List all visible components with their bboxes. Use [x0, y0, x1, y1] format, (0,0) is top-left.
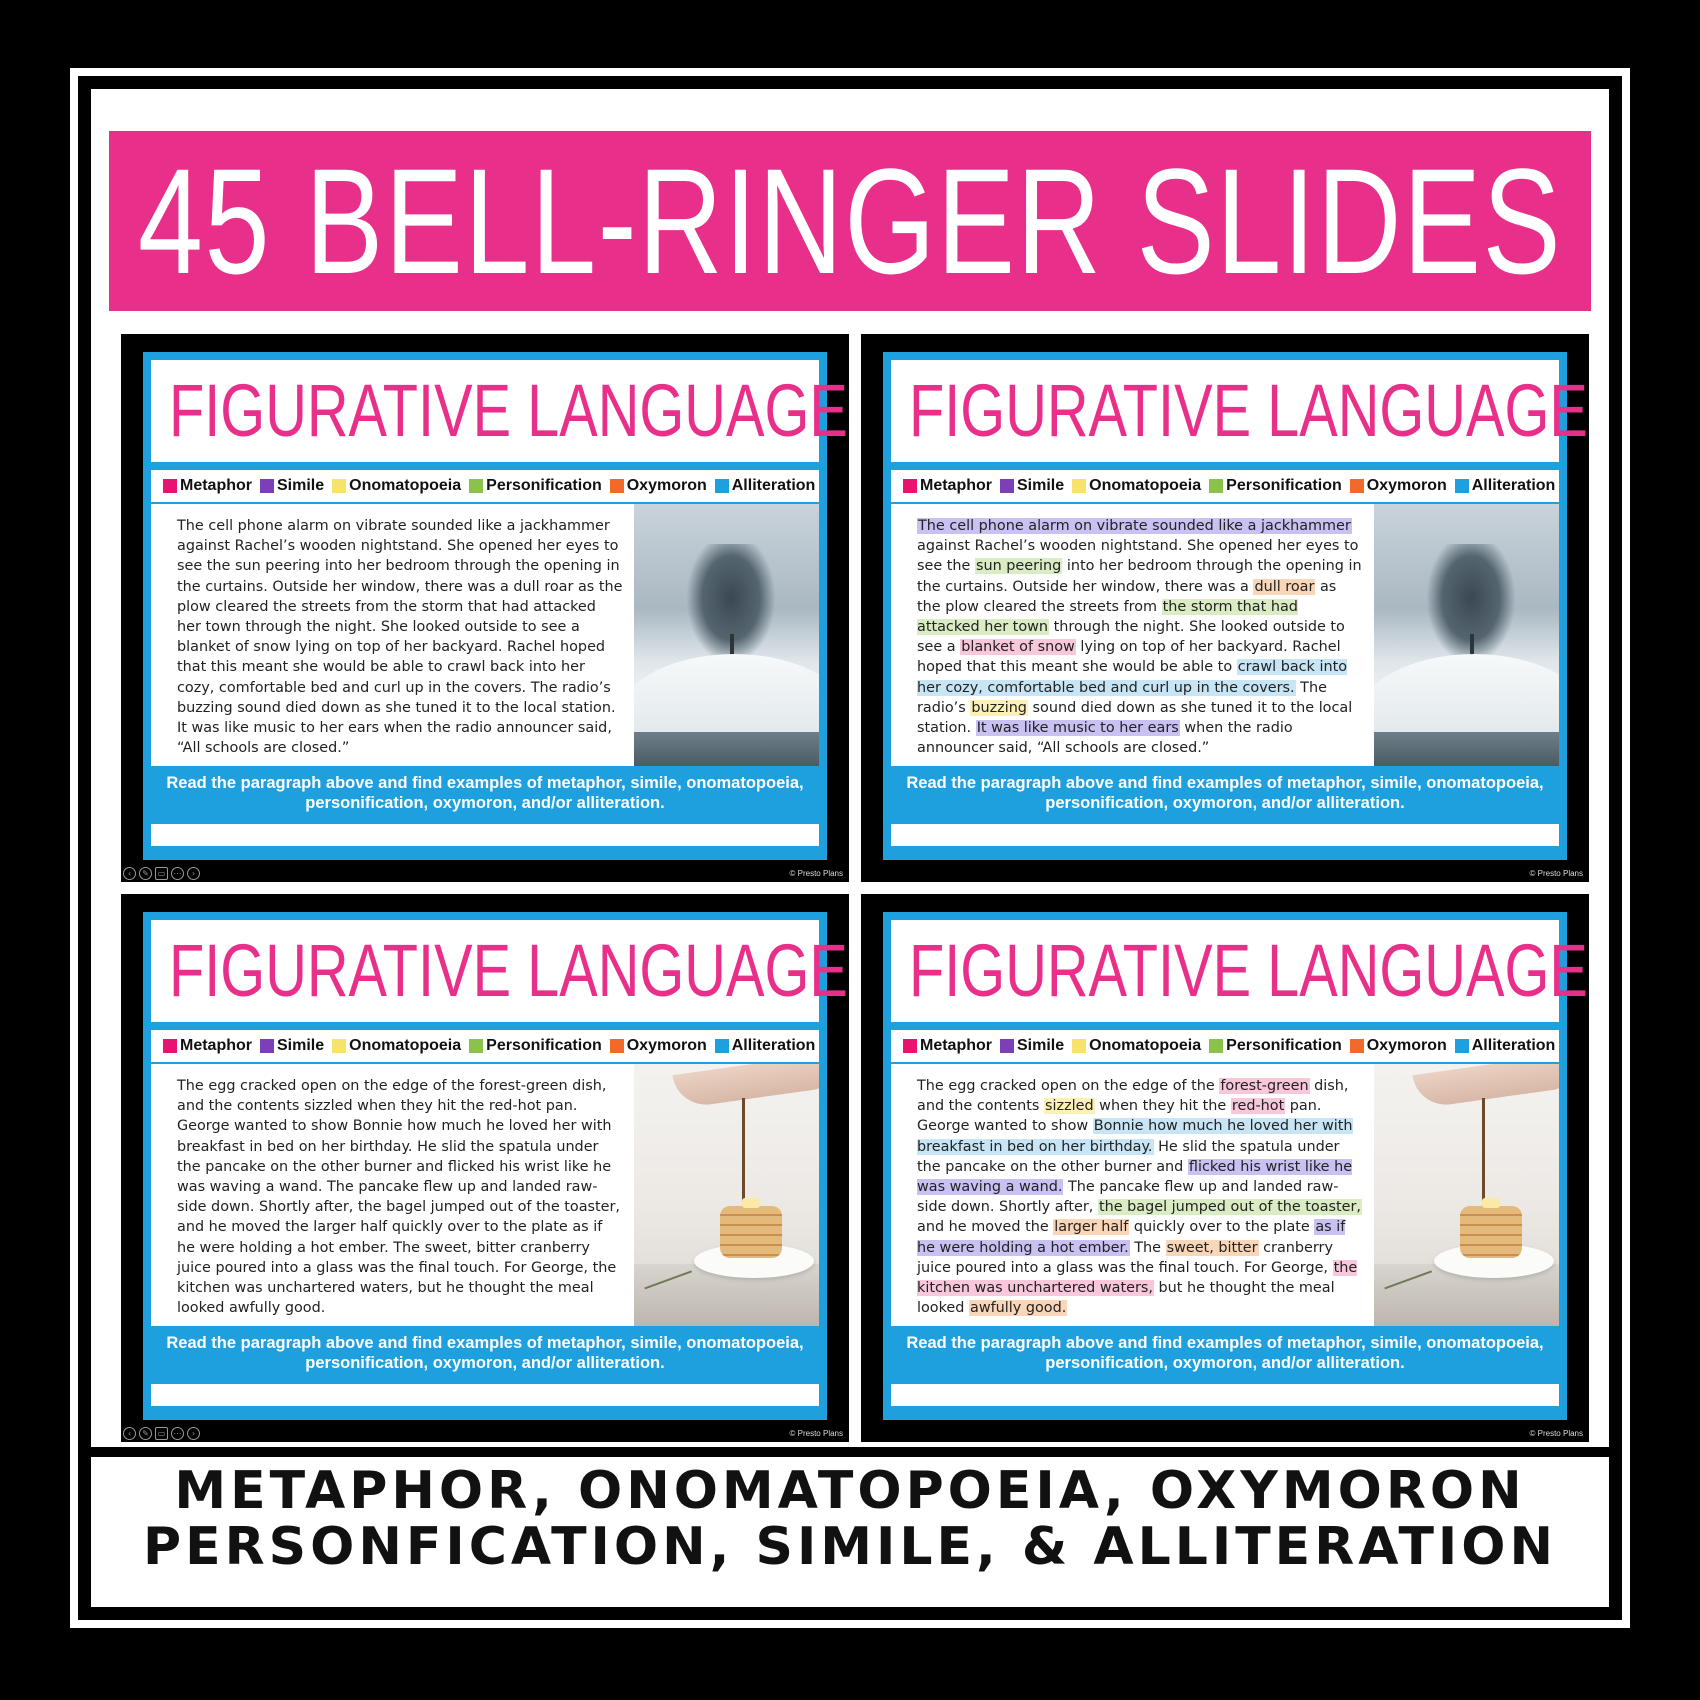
highlighted-phrase: The cell phone alarm on vibrate sounded like a jackhammer: [918, 518, 1351, 534]
slide-controls: [123, 1427, 200, 1440]
legend-swatch: [260, 479, 274, 493]
legend-label: Simile: [277, 477, 325, 494]
legend-item-alliteration: [1455, 1037, 1556, 1055]
legend-item-oxymoron: [1350, 1037, 1447, 1055]
slide-footer-bar: [891, 824, 1559, 846]
legend: [891, 1030, 1559, 1062]
instruction-text: Read the paragraph above and find examples of metaphor, simile, onomatopoeia, personification, oxymoron, and/or alliteration.: [906, 1334, 1544, 1372]
legend-swatch: [1072, 479, 1086, 493]
passage-segment: into her bedroom through the opening in the curtains. Outside her window, there was a: [917, 558, 1362, 595]
legend-item-metaphor: [163, 1037, 252, 1055]
legend: [891, 470, 1559, 502]
highlighted-phrase: crawl back into her cozy, comfortable bed and curl up in the covers.: [917, 659, 1348, 696]
slide-4[interactable]: [861, 894, 1589, 1442]
highlighted-phrase: flicked his wrist like he was waving a wand.: [917, 1158, 1353, 1196]
passage-text: The egg cracked open on the edge of the forest-green dish, and the contents sizzled when they hit the red-hot pan. George wanted to show Bonnie how much he loved her with breakfast in bed on her birthday. He slid the spatula under the pancake on the other burner and flicked his wrist like he was waving a wand. The pancake flew up and landed raw-side down. Shortly after, the bagel jumped out of the toaster, and he moved the larger half quickly over to the plate as if he were holding a hot ember. The sweet, bitter cranberry juice poured into a glass was the final touch. For George, the kitchen was unchartered waters, but he thought the meal looked awfully good.: [177, 1078, 621, 1317]
legend-item-simile: [1000, 1037, 1064, 1055]
slide-title: FIGURATIVE LANGUAGE: [169, 369, 848, 452]
highlighted-phrase: buzzing: [971, 699, 1027, 716]
legend-swatch: [610, 479, 624, 493]
legend-item-simile: [260, 1037, 324, 1055]
legend-swatch: [1350, 479, 1364, 493]
legend-swatch: [903, 479, 917, 493]
legend-item-onomatopoeia: [332, 477, 461, 495]
legend-swatch: [163, 479, 177, 493]
captions-icon[interactable]: ▭: [155, 1427, 168, 1440]
passage-segment: lying on top of her backyard. Rachel hoped that this meant she would be able to: [917, 639, 1341, 676]
highlighted-phrase: It was like music to her ears: [976, 720, 1179, 737]
legend-item-alliteration: [1455, 477, 1556, 495]
legend-label: Oxymoron: [1366, 1037, 1447, 1054]
pen-icon[interactable]: ✎: [139, 1427, 152, 1440]
highlighted-phrase: forest-green: [1220, 1078, 1309, 1094]
legend-label: Onomatopoeia: [1089, 1037, 1202, 1054]
instruction-text: Read the paragraph above and find examples of metaphor, simile, onomatopoeia, personification, oxymoron, and/or alliteration.: [166, 774, 804, 812]
legend: [151, 470, 819, 502]
card: [91, 89, 1609, 1607]
passage-segment: sound died down as she tuned it to the local station.: [917, 699, 1353, 737]
instruction-text: Read the paragraph above and find examples of metaphor, simile, onomatopoeia, personification, oxymoron, and/or alliteration.: [906, 774, 1544, 812]
legend-item-personification: [469, 1037, 602, 1055]
legend-label: Personification: [1226, 477, 1342, 494]
legend-item-metaphor: [163, 477, 252, 495]
highlighted-phrase: as if he were holding a hot ember.: [917, 1219, 1346, 1256]
legend-swatch: [1000, 479, 1014, 493]
legend-label: Oxymoron: [1366, 477, 1447, 494]
legend-item-oxymoron: [610, 477, 707, 495]
highlighted-phrase: the kitchen was unchartered waters,: [917, 1259, 1358, 1297]
title-banner: [109, 131, 1591, 311]
legend-item-metaphor: [903, 1037, 992, 1055]
legend-label: Alliteration: [1471, 477, 1556, 494]
passage-segment: when they hit the: [1094, 1098, 1231, 1115]
legend-item-personification: [469, 477, 602, 495]
legend-swatch: [610, 1039, 624, 1053]
legend-label: Personification: [1226, 1037, 1342, 1054]
divider: [91, 1447, 1609, 1457]
legend-swatch: [715, 479, 729, 493]
copyright: © Presto Plans: [789, 1429, 843, 1438]
copyright: © Presto Plans: [789, 869, 843, 878]
captions-icon[interactable]: ▭: [155, 867, 168, 880]
passage-segment: He slid the spatula under the pancake on the other burner and: [917, 1138, 1340, 1175]
slide-title: FIGURATIVE LANGUAGE: [909, 929, 1588, 1012]
passage-segment: through the night. She looked outside to see a: [917, 619, 1345, 656]
legend-swatch: [1350, 1039, 1364, 1053]
slide-footer-bar: [891, 1384, 1559, 1406]
snowy-tree-photo: [634, 504, 819, 766]
legend-label: Simile: [277, 1037, 325, 1054]
highlighted-phrase: Bonnie how much he loved her with breakfast in bed on her birthday.: [917, 1118, 1353, 1155]
forward-icon[interactable]: ›: [187, 1427, 200, 1440]
highlighted-phrase: awfully good.: [970, 1300, 1067, 1317]
legend-item-oxymoron: [610, 1037, 707, 1055]
legend-label: Metaphor: [180, 477, 252, 494]
footer-caption: [109, 1463, 1591, 1575]
passage-segment: cranberry juice poured into a glass was the final touch. For George,: [917, 1239, 1333, 1276]
legend-item-onomatopoeia: [332, 1037, 461, 1055]
slide-controls: [123, 867, 200, 880]
slide-3[interactable]: [121, 894, 849, 1442]
footer-line-2: PERSONFICATION, SIMILE, & ALLITERATION: [143, 1517, 1557, 1577]
passage-segment: The: [1129, 1239, 1166, 1256]
highlighted-phrase: blanket of snow: [961, 639, 1075, 656]
passage-segment: The radio’s: [917, 679, 1327, 716]
more-icon[interactable]: ⋯: [171, 1427, 184, 1440]
passage-text-highlighted: [891, 1064, 1374, 1326]
legend-item-personification: [1209, 477, 1342, 495]
pancake-photo: [634, 1064, 819, 1326]
passage-segment: and he moved the: [917, 1219, 1054, 1236]
instruction-text: Read the paragraph above and find examples of metaphor, simile, onomatopoeia, personification, oxymoron, and/or alliteration.: [166, 1334, 804, 1372]
highlighted-phrase: sun peering: [975, 558, 1062, 575]
footer-line-1: METAPHOR, ONOMATOPOEIA, OXYMORON: [174, 1461, 1526, 1521]
legend-label: Metaphor: [180, 1037, 252, 1054]
highlighted-phrase: sweet, bitter: [1166, 1239, 1258, 1256]
forward-icon[interactable]: ›: [187, 867, 200, 880]
slide-footer-bar: [151, 1384, 819, 1406]
legend-item-onomatopoeia: [1072, 477, 1201, 495]
back-icon[interactable]: ‹: [123, 1427, 136, 1440]
highlighted-phrase: sizzled: [1045, 1098, 1094, 1115]
legend-swatch: [332, 1039, 346, 1053]
legend-label: Onomatopoeia: [1089, 477, 1202, 494]
passage-segment: dish, and the contents: [917, 1078, 1349, 1115]
passage-segment: but he thought the meal looked: [917, 1280, 1335, 1317]
passage-segment: pan. George wanted to show: [917, 1098, 1322, 1135]
legend-item-personification: [1209, 1037, 1342, 1055]
highlighted-phrase: red-hot: [1231, 1098, 1285, 1115]
legend-swatch: [1209, 1039, 1223, 1053]
pen-icon[interactable]: ✎: [139, 867, 152, 880]
inner-frame: [78, 76, 1622, 1620]
legend-swatch: [715, 1039, 729, 1053]
passage-text: The cell phone alarm on vibrate sounded like a jackhammer against Rachel’s wooden nightstand. She opened her eyes to see the sun peering into her bedroom through the opening in the curtains. Outside her window, there was a dull roar as the plow cleared the streets from the storm that had attacked her town through the night. She looked outside to see a blanket of snow lying on top of her backyard. Rachel hoped that this meant she would be able to crawl back into her cozy, comfortable bed and curl up in the covers. The radio’s buzzing sound died down as she tuned it to the local station. It was like music to her ears when the radio announcer said, “All schools are closed.”: [177, 518, 623, 757]
legend-swatch: [469, 479, 483, 493]
legend-swatch: [1209, 479, 1223, 493]
legend-item-metaphor: [903, 477, 992, 495]
slide-title: FIGURATIVE LANGUAGE: [909, 369, 1588, 452]
passage-segment: The egg cracked open on the edge of the: [917, 1078, 1220, 1094]
legend-label: Personification: [486, 1037, 602, 1054]
legend-swatch: [1072, 1039, 1086, 1053]
legend-label: Onomatopoeia: [349, 1037, 462, 1054]
legend: [151, 1030, 819, 1062]
legend-swatch: [332, 479, 346, 493]
legend-label: Simile: [1017, 477, 1065, 494]
passage-segment: The pancake flew up and landed raw-side down. Shortly after,: [917, 1179, 1339, 1216]
legend-swatch: [1000, 1039, 1014, 1053]
legend-swatch: [1455, 479, 1469, 493]
pancake-photo: [1374, 1064, 1559, 1326]
legend-label: Metaphor: [920, 1037, 992, 1054]
legend-item-alliteration: [715, 1037, 816, 1055]
legend-label: Personification: [486, 477, 602, 494]
slide-title: FIGURATIVE LANGUAGE: [169, 929, 848, 1012]
legend-item-alliteration: [715, 477, 816, 495]
legend-label: Onomatopoeia: [349, 477, 462, 494]
legend-label: Oxymoron: [626, 477, 707, 494]
legend-swatch: [469, 1039, 483, 1053]
passage-segment: against Rachel’s wooden nightstand. She opened her eyes to see the: [917, 538, 1359, 575]
legend-label: Alliteration: [731, 1037, 816, 1054]
legend-label: Metaphor: [920, 477, 992, 494]
outer-frame: [70, 68, 1630, 1628]
slide-1[interactable]: [121, 334, 849, 882]
legend-label: Alliteration: [1471, 1037, 1556, 1054]
legend-label: Alliteration: [731, 477, 816, 494]
passage-text-highlighted: [891, 504, 1374, 766]
passage-segment: quickly over to the plate: [1129, 1219, 1315, 1236]
highlighted-phrase: larger half: [1054, 1219, 1129, 1236]
highlighted-phrase: the storm that had attacked her town: [917, 598, 1298, 636]
snowy-tree-photo: [1374, 504, 1559, 766]
legend-item-oxymoron: [1350, 477, 1447, 495]
legend-item-simile: [1000, 477, 1064, 495]
copyright: © Presto Plans: [1529, 1429, 1583, 1438]
legend-item-onomatopoeia: [1072, 1037, 1201, 1055]
passage-segment: as the plow cleared the streets from: [917, 578, 1337, 615]
back-icon[interactable]: ‹: [123, 867, 136, 880]
highlighted-phrase: the bagel jumped out of the toaster,: [1098, 1199, 1362, 1216]
legend-label: Oxymoron: [626, 1037, 707, 1054]
legend-swatch: [903, 1039, 917, 1053]
legend-label: Simile: [1017, 1037, 1065, 1054]
legend-swatch: [1455, 1039, 1469, 1053]
legend-swatch: [260, 1039, 274, 1053]
more-icon[interactable]: ⋯: [171, 867, 184, 880]
copyright: © Presto Plans: [1529, 869, 1583, 878]
banner-title: 45 BELL-RINGER SLIDES: [137, 137, 1563, 305]
highlighted-phrase: dull roar: [1254, 578, 1315, 595]
slide-footer-bar: [151, 824, 819, 846]
slide-2[interactable]: [861, 334, 1589, 882]
legend-item-simile: [260, 477, 324, 495]
legend-swatch: [163, 1039, 177, 1053]
passage-segment: when the radio announcer said, “All schools are closed.”: [917, 720, 1293, 757]
